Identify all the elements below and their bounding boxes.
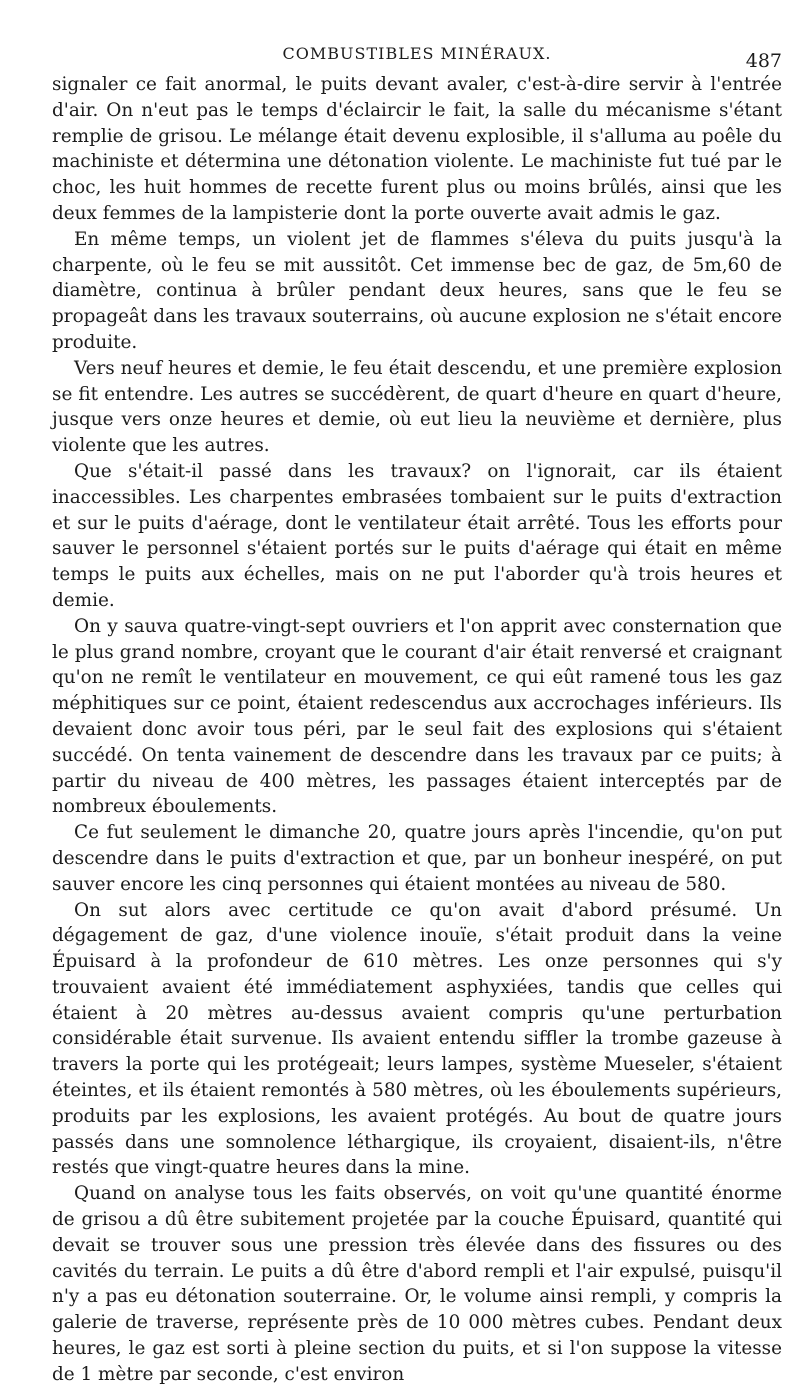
paragraph: signaler ce fait anormal, le puits devant avaler, c'est-à-dire servir à l'entrée d'air. On n'eut pas le temps d'éclaircir le fait, la salle du mécanisme s'étant remplie de grisou. Le mélange était devenu explosible, il s'alluma au poêle du machiniste et détermina une détonation violente. Le machiniste fut tué par le choc, les huit hommes de recette furent plus ou moins brûlés, ainsi que les deux femmes de la lampisterie dont la porte ouverte avait admis le gaz. (52, 74, 782, 224)
paragraph: Ce fut seulement le dimanche 20, quatre jours après l'incendie, qu'on put descendre dans le puits d'extraction et que, par un bonheur inespéré, on put sauver encore les cinq personnes qui étaient montées au niveau de 580. (52, 822, 782, 895)
book-page (52, 40, 782, 1388)
paragraph: En même temps, un violent jet de flammes s'éleva du puits jusqu'à la charpente, où le feu se mit aussitôt. Cet immense bec de gaz, de 5m,60 de diamètre, continua à brûler pendant deux heures, sans que le feu se propageât dans les travaux souterrains, où aucune explosion ne s'était encore produite. (52, 228, 782, 353)
paragraph: On sut alors avec certitude ce qu'on avait d'abord présumé. Un dégagement de gaz, d'une violence inouïe, s'était produit dans la veine Épuisard à la profondeur de 610 mètres. Les onze personnes qui s'y trouvaient avaient été immédiatement asphyxiées, tandis que celles qui étaient à 20 mètres au-dessus avaient compris qu'une perturbation considérable était survenue. Ils avaient entendu siffler la trombe gazeuse à travers la porte qui les protégeait; leurs lampes, système Mueseler, s'étaient éteintes, et ils étaient remontés à 580 mètres, où les éboulements supérieurs, produits par les explosions, les avaient protégés. Au bout de quatre jours passés dans une somnolence léthargique, ils croyaient, disaient-ils, n'être restés que vingt-quatre heures dans la mine. (52, 899, 782, 1179)
body-text (52, 72, 782, 1388)
paragraph: Vers neuf heures et demie, le feu était descendu, et une première explosion se fit entendre. Les autres se succédèrent, de quart d'heure en quart d'heure, jusque vers onze heures et demie, où eut lieu la neuvième et dernière, plus violente que les autres. (52, 357, 782, 457)
paragraph: Quand on analyse tous les faits observés, on voit qu'une quantité énorme de grisou a dû être subitement projetée par la couche Épuisard, quantité qui devait se trouver sous une pression très élevée dans des fissures ou des cavités du terrain. Le puits a dû être d'abord rempli et l'air expulsé, puisqu'il n'y a pas eu détonation souterraine. Or, le volume ainsi rempli, y compris la galerie de traverse, représente près de 10 000 mètres cubes. Pendant deux heures, le gaz est sorti à pleine section du puits, et si l'on suppose la vitesse de 1 mètre par seconde, c'est environ (52, 1183, 782, 1385)
paragraph: On y sauva quatre-vingt-sept ouvriers et l'on apprit avec consternation que le plus grand nombre, croyant que le courant d'air était renversé et craignant qu'on ne remît le ventilateur en mouvement, ce qui eût ramené tous les gaz méphitiques sur ce point, étaient redescendus aux accrochages inférieurs. Ils devaient donc avoir tous péri, par le seul fait des explosions qui s'étaient succédé. On tenta vainement de descendre dans les travaux par ce puits; à partir du niveau de 400 mètres, les passages étaient interceptés par de nombreux éboulements. (52, 615, 782, 818)
page-number: 487 (745, 50, 782, 72)
paragraph: Que s'était-il passé dans les travaux? on l'ignorait, car ils étaient inaccessibles. Les charpentes embrasées tombaient sur le puits d'extraction et sur le puits d'aérage, dont le ventilateur était arrêté. Tous les efforts pour sauver le personnel s'étaient portés sur le puits d'aérage qui était en même temps le puits aux échelles, mais on ne put l'aborder qu'à trois heures et demie. (52, 460, 782, 611)
running-head (52, 40, 782, 72)
running-title: COMBUSTIBLES MINÉRAUX. (282, 44, 552, 63)
